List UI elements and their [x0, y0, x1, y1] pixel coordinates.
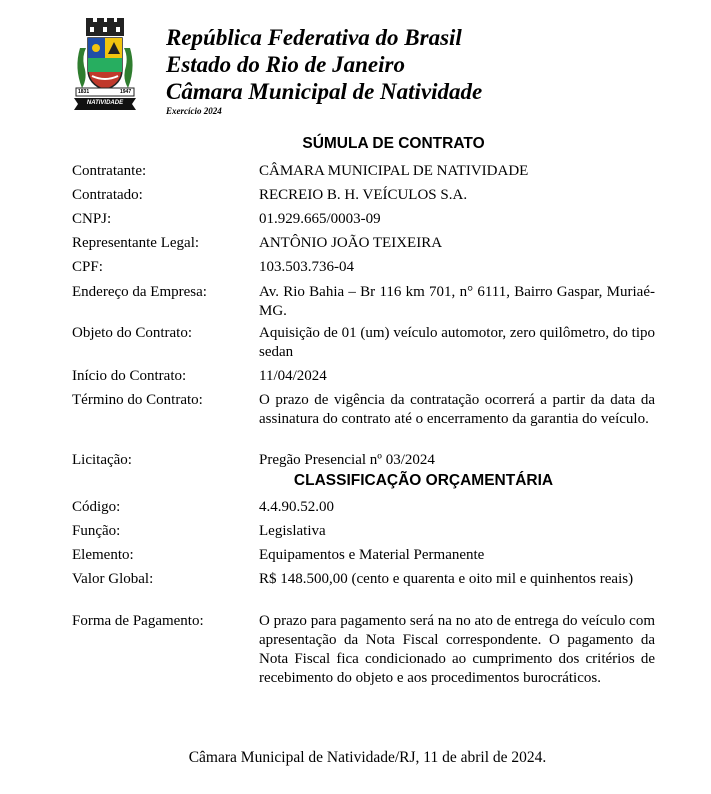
- field-label: Objeto do Contrato:: [72, 325, 192, 341]
- classificacao-title: CLASSIFICAÇÃO ORÇAMENTÁRIA: [293, 472, 554, 489]
- field-label: Endereço da Empresa:: [72, 284, 207, 300]
- field-label: CPF:: [72, 259, 103, 275]
- field-value: ANTÔNIO JOÃO TEIXEIRA: [259, 235, 443, 251]
- field-value: Pregão Presencial nº 03/2024: [259, 452, 435, 468]
- header-line-state: Estado do Rio de Janeiro: [166, 52, 405, 77]
- field-value: Aquisição de 01 (um) veículo automotor, zero quilômetro, do tipo sedan: [259, 325, 655, 360]
- header-text: [166, 24, 482, 117]
- crest-year-left: 1831: [78, 89, 90, 95]
- field-value: O prazo de vigência da contratação ocorrerá a partir da data da assinatura do contrato até o encerramento da garantia do veículo.: [259, 392, 655, 427]
- header-line-chamber: Câmara Municipal de Natividade: [166, 79, 483, 104]
- field-value: Legislativa: [259, 523, 326, 539]
- field-label: CNPJ:: [72, 211, 112, 227]
- field-value: 01.929.665/0003-09: [259, 211, 381, 227]
- field-label: Início do Contrato:: [72, 368, 187, 384]
- field-value: 4.4.90.52.00: [259, 499, 334, 515]
- field-value: O prazo para pagamento será na no ato de entrega do veículo com apresentação da Nota Fiscal correspondente. O pagamento da Nota Fiscal fica condicionado ao cumprimento dos critérios de recebimento do objeto e aos procedimentos burocráticos.: [259, 613, 655, 686]
- field-label: Valor Global:: [72, 571, 154, 587]
- field-value: 11/04/2024: [259, 368, 327, 384]
- sumula-title: SÚMULA DE CONTRATO: [302, 135, 485, 152]
- field-label: Forma de Pagamento:: [72, 613, 204, 629]
- field-label: Representante Legal:: [72, 235, 200, 251]
- field-value: RECREIO B. H. VEÍCULOS S.A.: [259, 187, 468, 203]
- field-label: Código:: [72, 499, 121, 515]
- field-label: Contratado:: [72, 187, 143, 203]
- field-label: Função:: [72, 523, 121, 539]
- field-value: Equipamentos e Material Permanente: [259, 547, 485, 563]
- municipal-crest-icon: [72, 18, 138, 110]
- field-value: 103.503.736-04: [259, 259, 354, 275]
- field-label: Licitação:: [72, 452, 132, 468]
- field-value: CÂMARA MUNICIPAL DE NATIVIDADE: [259, 163, 529, 179]
- field-label: Término do Contrato:: [72, 392, 203, 408]
- crest-year-right: 1947: [120, 89, 132, 95]
- field-value: R$ 148.500,00 (cento e quarenta e oito mil e quinhentos reais): [259, 571, 634, 587]
- field-label: Elemento:: [72, 547, 134, 563]
- header-line-republic: República Federativa do Brasil: [166, 25, 462, 50]
- document-header: [72, 16, 672, 126]
- field-value: Av. Rio Bahia – Br 116 km 701, n° 6111, Bairro Gaspar, Muriaé-MG.: [259, 284, 655, 319]
- document-footer: Câmara Municipal de Natividade/RJ, 11 de abril de 2024.: [188, 749, 547, 766]
- exercise-year: Exercício 2024: [166, 106, 222, 116]
- field-label: Contratante:: [72, 163, 147, 179]
- crest-banner-text: NATIVIDADE: [86, 100, 124, 106]
